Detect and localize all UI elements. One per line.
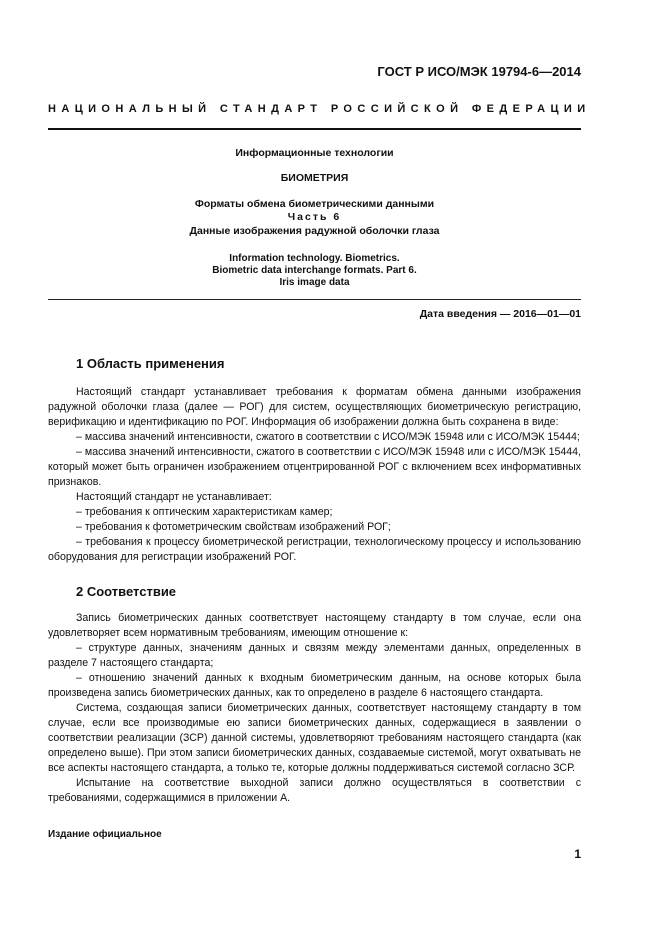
page-number: 1 xyxy=(574,847,581,861)
header-rule xyxy=(48,128,581,130)
paragraph: Запись биометрических данных соответствует настоящему стандарту в том случае, если она удовлетворяет всем нормативным требованиям, имеющим отношение к: xyxy=(48,612,581,639)
title-line-5: Данные изображения радужной оболочки глаза xyxy=(189,225,440,237)
paragraph: Настоящий стандарт устанавливает требования к форматам обмена данными изображения радужной оболочки глаза (далее — РОГ) для систем, осуществляющих биометрическую регистрацию, верификацию и идентификацию по РОГ. Информация об изображении должна быть сохранена в виде: xyxy=(48,386,581,428)
list-item: – массива значений интенсивности, сжатого в соответствии с ИСО/МЭК 15948 или с ИСО/МЭК 15444, который может быть ограничен изображением отцентрированной РОГ с включением всех информативных признаков. xyxy=(48,446,581,488)
title-line-4: Часть 6 xyxy=(287,211,342,223)
section-2-heading: 2 Соответствие xyxy=(76,584,177,599)
list-item: – структуре данных, значениям данных и связям между элементами данных, определенных в разделе 7 настоящего стандарта; xyxy=(48,642,581,669)
official-edition-label: Издание официальное xyxy=(48,829,162,840)
section-2-body xyxy=(48,611,581,806)
title-line-1: Информационные технологии xyxy=(235,147,394,159)
paragraph: Испытание на соответствие выходной записи должно осуществляться в соответствии с требованиями, содержащимися в приложении А. xyxy=(48,777,581,804)
list-item: – массива значений интенсивности, сжатого в соответствии с ИСО/МЭК 15948 или с ИСО/МЭК 15444; xyxy=(76,431,580,443)
section-1-heading: 1 Область применения xyxy=(76,356,225,371)
title-rule xyxy=(48,299,581,300)
english-title-3: Iris image data xyxy=(279,277,350,288)
list-item: – требования к оптическим характеристикам камер; xyxy=(76,506,333,518)
english-title-2: Biometric data interchange formats. Part 6. xyxy=(212,265,417,276)
title-line-2: БИОМЕТРИЯ xyxy=(280,172,349,184)
introduction-date: Дата введения — 2016—01—01 xyxy=(419,308,581,320)
national-standard-banner: НАЦИОНАЛЬНЫЙ СТАНДАРТ РОССИЙСКОЙ ФЕДЕРАЦИИ xyxy=(48,103,591,115)
paragraph: Настоящий стандарт не устанавливает: xyxy=(76,491,272,503)
section-1-body xyxy=(48,385,581,565)
list-item: – требования к фотометрическим свойствам изображений РОГ; xyxy=(76,521,391,533)
paragraph: Система, создающая записи биометрических данных, соответствует настоящему стандарту в том случае, если все производимые ею записи биометрических данных, содержащиеся в заявлении о соответствии реализации (ЗСР) данной системы, удовлетворяют требованиям настоящего стандарта (как определено выше). При этом записи биометрических данных, создаваемые системой, могут охватывать не все аспекты настоящего стандарта, а только те, которые должны поддерживаться системой согласно ЗСР. xyxy=(48,702,581,774)
list-item: – требования к процессу биометрической регистрации, технологическому процессу и использованию оборудования для регистрации изображений РОГ. xyxy=(48,536,581,563)
document-code: ГОСТ Р ИСО/МЭК 19794-6—2014 xyxy=(377,64,581,79)
list-item: – отношению значений данных к входным биометрическим данным, на основе которых была произведена запись биометрических данных, как то определено в разделе 6 настоящего стандарта. xyxy=(48,672,581,699)
title-line-3: Форматы обмена биометрическими данными xyxy=(194,198,435,210)
english-title-1: Information technology. Biometrics. xyxy=(229,253,400,264)
